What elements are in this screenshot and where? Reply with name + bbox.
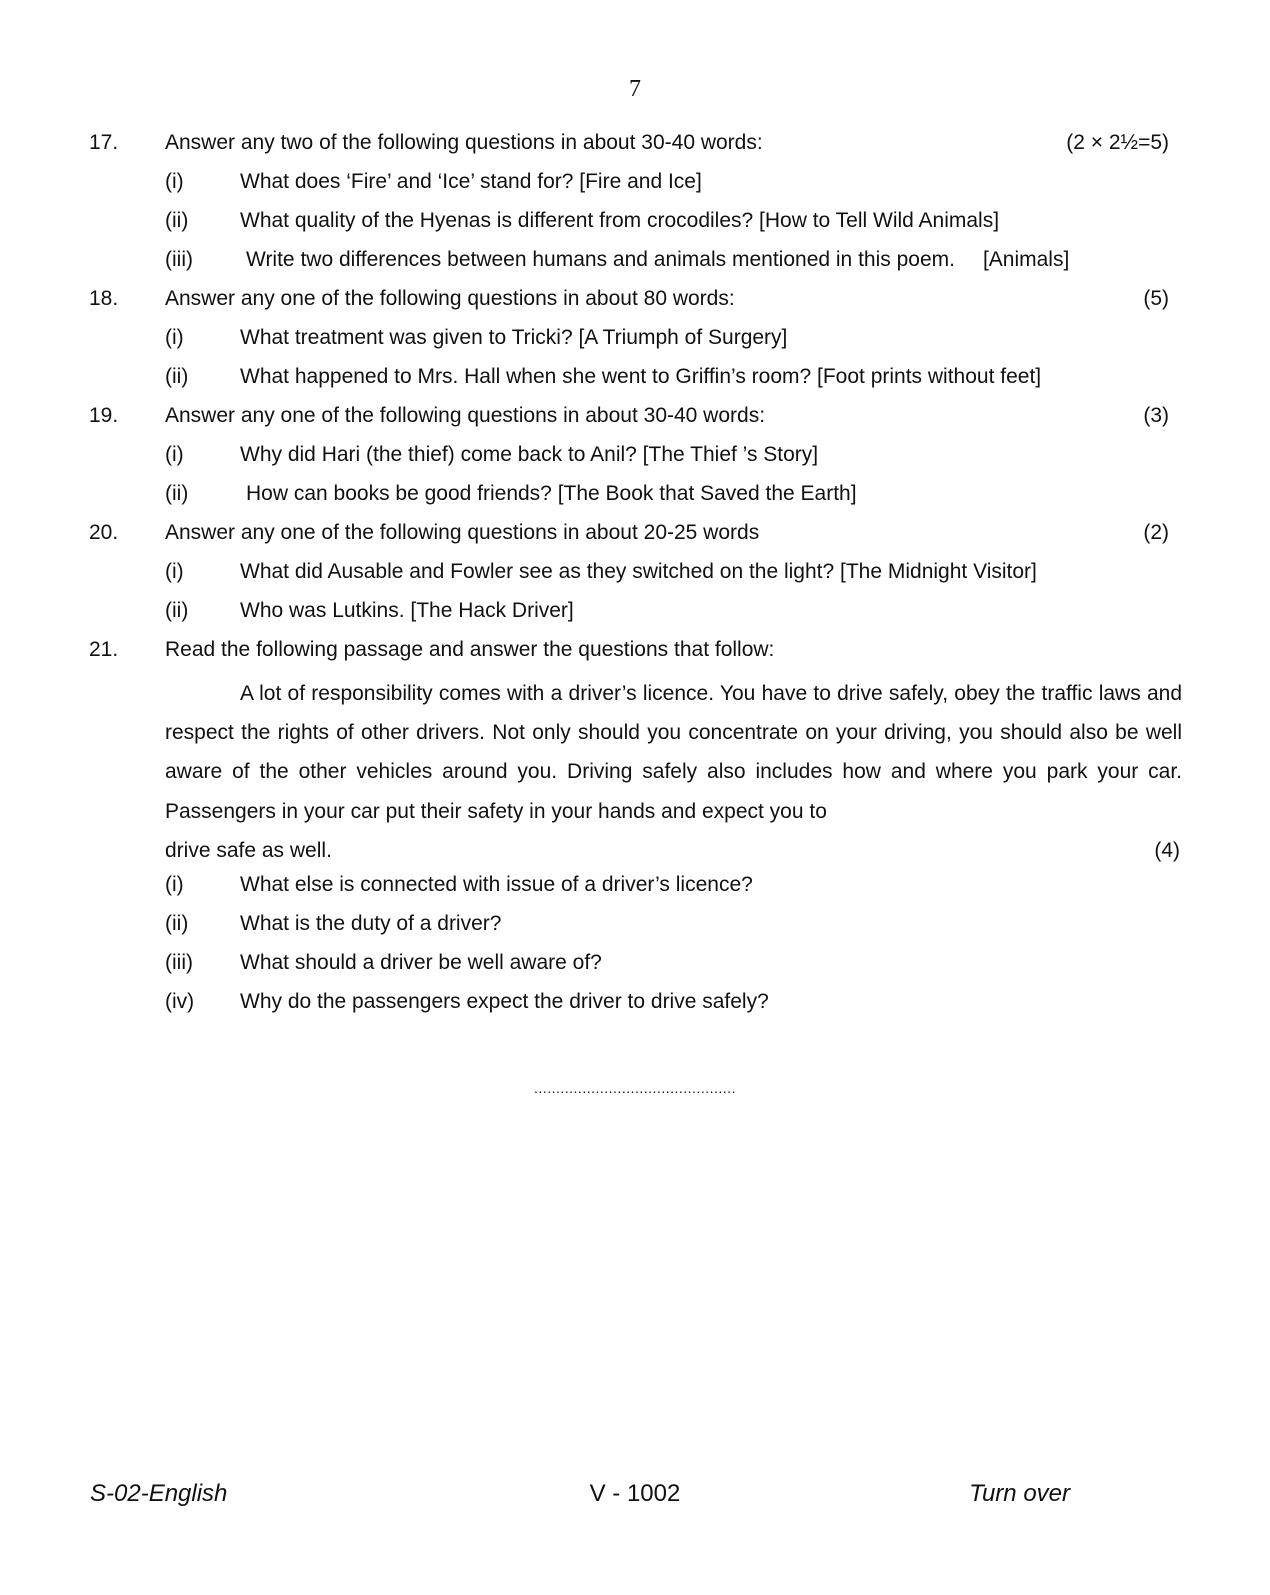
passage-last-row [165,831,1182,870]
sub-question-text: Who was Lutkins. [The Hack Driver] [240,599,574,622]
sub-question-text: What did Ausable and Fowler see as they switched on the light? [The Midnight Visitor] [240,560,1037,583]
sub-question-text: What is the duty of a driver? [240,912,502,936]
question-marks: (2) [1143,521,1169,544]
sub-question-source: [Animals] [982,248,1070,271]
page-footer [0,1480,1270,1520]
sub-question-text: How can books be good friends? [The Book that Saved the Earth] [246,482,857,505]
sub-question-number: (ii) [165,482,189,505]
question-21 [0,635,1270,674]
question-number: 18. [89,287,119,310]
sub-question [0,167,1270,206]
question-text: Answer any one of the following questions in about 30-40 words: [165,404,766,427]
sub-question-text: What quality of the Hyenas is different from crocodiles? [How to Tell Wild Animals] [240,209,1000,232]
passage-text: A lot of responsibility comes with a driver’s licence. You have to drive safely, obey the traffic laws and respect the rights of other drivers. Not only should you concentrate on your driving, you should also be well aware of the other vehicles around you. Driving safely also includes how and where you park your car. Passengers in your car put their safety in your hands and expect you to [165,682,1182,823]
sub-question [0,948,1270,987]
sub-question-text-wrap [246,245,1069,275]
sub-question [0,870,1270,909]
sub-question [0,245,1270,284]
sub-question-text: Why did Hari (the thief) come back to Anil? [The Thief ’s Story] [240,443,819,466]
question-marks: (5) [1143,287,1169,310]
sub-question-number: (i) [165,873,184,897]
sub-question [0,362,1270,401]
question-17 [0,128,1270,167]
sub-question-text: What else is connected with issue of a driver’s licence? [240,873,753,897]
question-text: Answer any one of the following questions in about 80 words: [165,287,735,310]
sub-question [0,440,1270,479]
sub-question-number: (ii) [165,599,189,622]
question-18 [0,284,1270,323]
sub-question-text: What treatment was given to Tricki? [A Triumph of Surgery] [240,326,788,349]
sub-question [0,557,1270,596]
question-list [0,128,1270,1026]
sub-question-text: Write two differences between humans and animals mentioned in this poem. [246,248,955,271]
sub-question-number: (iii) [165,248,193,271]
sub-question [0,206,1270,245]
sub-question-number: (iv) [165,990,195,1014]
sub-question [0,596,1270,635]
question-20 [0,518,1270,557]
sub-question-number: (iii) [165,951,193,975]
reading-passage [165,674,1182,870]
question-marks: (3) [1143,404,1169,427]
sub-question-number: (ii) [165,209,189,232]
question-text: Answer any one of the following questions in about 20-25 words [165,521,760,544]
sub-question-text: Why do the passengers expect the driver to drive safely? [240,990,769,1014]
sub-question-text: What does ‘Fire’ and ‘Ice’ stand for? [Fire and Ice] [240,170,702,193]
question-marks: (4) [1154,838,1180,862]
sub-question [0,479,1270,518]
footer-paper-code: V - 1002 [589,1480,681,1507]
question-text: Read the following passage and answer the questions that follow: [165,638,775,661]
sub-question-number: (i) [165,326,184,349]
question-number: 17. [89,131,119,154]
footer-turn-over: Turn over [969,1480,1070,1507]
question-number: 21. [89,638,119,661]
footer-subject-code: S-02-English [90,1480,228,1507]
question-marks: (2 × 2½=5) [1066,131,1169,154]
question-number: 19. [89,404,119,427]
page-number: 7 [629,76,641,102]
sub-question [0,323,1270,362]
sub-question-number: (i) [165,170,184,193]
sub-question-number: (i) [165,560,184,583]
sub-question-text: What happened to Mrs. Hall when she went to Griffin’s room? [Foot prints without feet] [240,365,1042,388]
question-text: Answer any two of the following questions in about 30-40 words: [165,131,763,154]
sub-question [0,909,1270,948]
sub-question-number: (ii) [165,912,189,936]
sub-question [0,987,1270,1026]
sub-question-text: What should a driver be well aware of? [240,951,602,975]
sub-question-number: (ii) [165,365,189,388]
sub-question-number: (i) [165,443,184,466]
question-number: 20. [89,521,119,544]
question-19 [0,401,1270,440]
passage-last-line: drive safe as well. [165,838,332,862]
end-divider: .............................................. [534,1080,736,1096]
